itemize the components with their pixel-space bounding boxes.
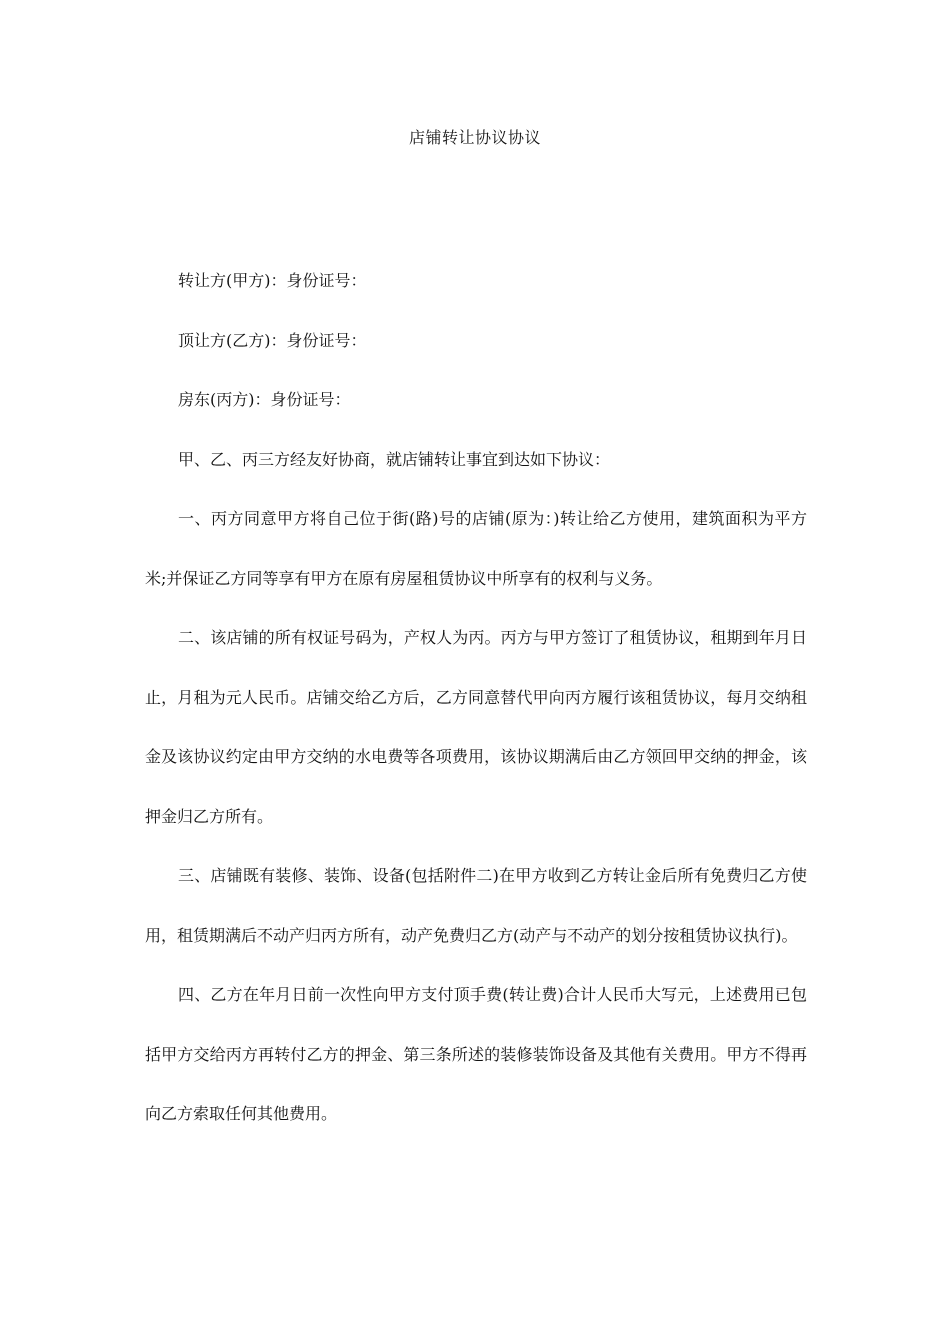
party-transferor-line: 转让方(甲方)：身份证号： [178,271,367,290]
clause-3: 三、店铺既有装修、装饰、设备(包括附件二)在甲方收到乙方转让金后所有免费归乙方使用，租赁期满后不动产归丙方所有，动产免费归乙方(动产与不动产的划分按租赁协议执行)。 [145,866,807,945]
clause-4: 四、乙方在年月日前一次性向甲方支付顶手费(转让费)合计人民币大写元，上述费用已包括甲方交给丙方再转付乙方的押金、第三条所述的装修装饰设备及其他有关费用。甲方不得再向乙方索取任何其他费用。 [145,985,807,1123]
agreement-preamble: 甲、乙、丙三方经友好协商，就店铺转让事宜到达如下协议： [178,449,611,469]
party-landlord-line: 房东(丙方)：身份证号： [178,390,351,409]
document-body [145,251,807,1144]
document-title: 店铺转让协议协议 [408,128,541,147]
clause-2: 二、该店铺的所有权证号码为，产权人为丙。丙方与甲方签订了租赁协议，租期到年月日止，月租为元人民币。店铺交给乙方后，乙方同意替代甲向丙方履行该租赁协议，每月交纳租金及该协议约定由甲方交纳的水电费等各项费用，该协议期满后由乙方领回甲交纳的押金，该押金归乙方所有。 [145,628,807,826]
party-transferee-line: 顶让方(乙方)：身份证号： [178,330,367,350]
clause-1: 一、丙方同意甲方将自己位于街(路)号的店铺(原为：)转让给乙方使用，建筑面积为平方米;并保证乙方同等享有甲方在原有房屋租赁协议中所享有的权利与义务。 [145,509,807,588]
